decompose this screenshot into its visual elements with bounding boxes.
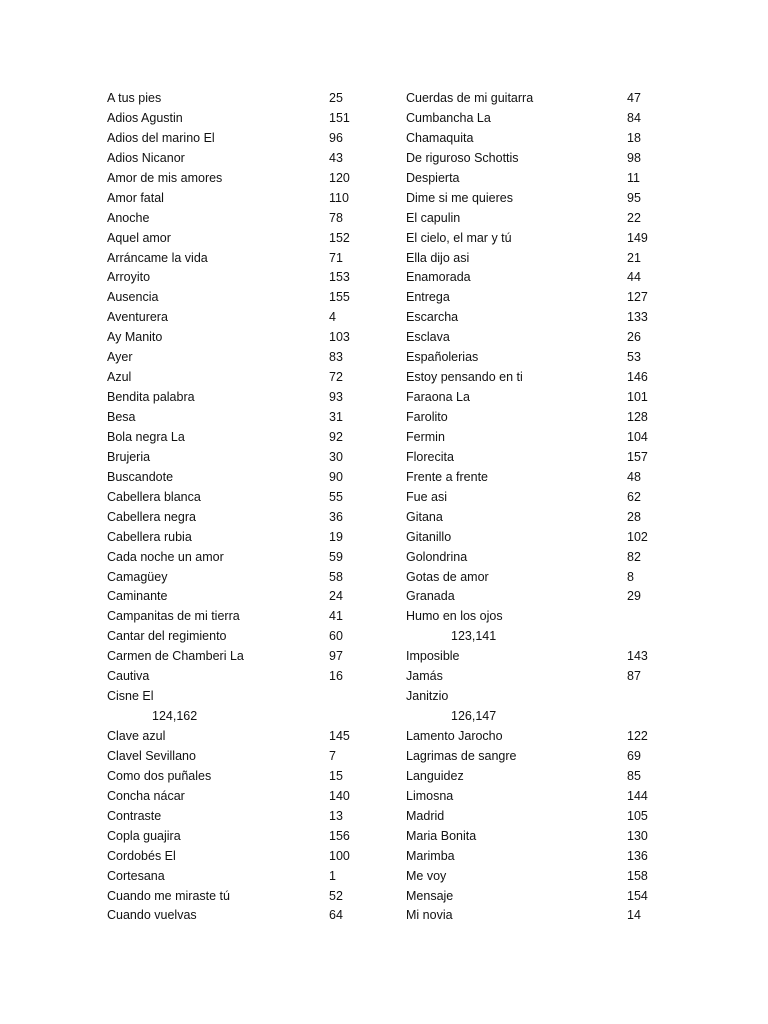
song-title: Brujeria (107, 449, 151, 464)
page-number: 136 (627, 848, 648, 863)
page-number: 64 (329, 908, 343, 923)
index-entry (107, 209, 387, 229)
page-number: 13 (329, 808, 343, 823)
index-entry (107, 348, 387, 368)
page-number: 151 (329, 110, 350, 125)
page-number: 25 (329, 91, 343, 105)
index-entry (107, 249, 387, 269)
page-number: 124,162 (152, 709, 198, 724)
page-number: 83 (329, 350, 343, 365)
page-number: 156 (329, 828, 350, 843)
page-number: 85 (627, 768, 641, 783)
index-column-right (406, 89, 686, 926)
index-entry (406, 428, 686, 448)
page-number: 92 (329, 429, 343, 444)
index-entry (107, 827, 387, 847)
page-number: 95 (627, 190, 641, 205)
page-number: 1 (329, 868, 336, 883)
song-title: Gitana (406, 509, 443, 524)
song-title: Como dos puñales (107, 768, 212, 783)
index-entry (107, 109, 387, 129)
index-entry (406, 687, 686, 707)
page-number: 22 (627, 210, 641, 225)
song-title: Concha nácar (107, 788, 185, 803)
index-entry (107, 229, 387, 249)
song-title: Lagrimas de sangre (406, 748, 517, 763)
index-entry (406, 109, 686, 129)
index-entry (406, 229, 686, 249)
page-number: 123,141 (451, 629, 497, 644)
song-title: A tus pies (107, 91, 162, 105)
song-title: Escarcha (406, 310, 459, 325)
index-entry (107, 189, 387, 209)
page-number: 15 (329, 768, 343, 783)
song-title: Cuando me miraste tú (107, 888, 230, 903)
index-entry (107, 368, 387, 388)
index-entry (406, 368, 686, 388)
song-title: Besa (107, 410, 136, 424)
page-number: 126,147 (451, 709, 497, 724)
page-number: 153 (329, 270, 350, 285)
index-entry (406, 707, 686, 727)
index-entry (107, 408, 387, 428)
index-entry (406, 528, 686, 548)
song-title: Fue asi (406, 489, 447, 504)
page-number: 48 (627, 469, 641, 484)
song-title: Anoche (107, 210, 150, 225)
song-title: Clavel Sevillano (107, 748, 196, 763)
page-number: 26 (627, 330, 641, 345)
song-title: Fermin (406, 429, 445, 444)
song-title: Cisne El (107, 689, 154, 704)
song-title: Amor fatal (107, 190, 164, 205)
song-title: Estoy pensando en ti (406, 370, 523, 385)
song-title: Jamás (406, 669, 443, 684)
page-number: 157 (627, 449, 648, 464)
page-number: 84 (627, 110, 641, 125)
page-number: 11 (627, 170, 640, 185)
page-number: 144 (627, 788, 648, 803)
page-number: 24 (329, 589, 343, 604)
index-entry (406, 647, 686, 667)
page-number: 110 (329, 190, 349, 205)
song-title: Cuando vuelvas (107, 908, 197, 923)
index-column-left (107, 89, 387, 926)
song-title: Clave azul (107, 729, 166, 743)
page-number: 58 (329, 569, 343, 584)
index-entry (107, 448, 387, 468)
song-title: Gotas de amor (406, 569, 489, 584)
index-entry (107, 528, 387, 548)
page-number: 30 (329, 449, 343, 464)
page-number: 14 (627, 908, 641, 923)
song-title: Mi novia (406, 908, 453, 923)
song-title: Golondrina (406, 549, 468, 564)
song-title: Esclava (406, 330, 450, 345)
index-entry (107, 727, 387, 747)
page-number: 102 (627, 529, 648, 544)
page-number: 93 (329, 390, 343, 405)
page-number: 43 (329, 150, 343, 165)
page-number: 60 (329, 629, 343, 644)
index-entry (107, 328, 387, 348)
song-title: Granada (406, 589, 455, 604)
index-entry (406, 169, 686, 189)
song-title: Buscandote (107, 469, 174, 484)
song-title: El cielo, el mar y tú (406, 230, 512, 245)
index-entry (107, 308, 387, 328)
page-number: 104 (627, 429, 648, 444)
page-number: 78 (329, 210, 343, 225)
page-number: 154 (627, 888, 648, 903)
song-title: Arroyito (107, 270, 151, 285)
page-number: 103 (329, 330, 350, 345)
index-entry (406, 807, 686, 827)
index-entry (107, 847, 387, 867)
song-title: Florecita (406, 449, 454, 464)
song-title: Ay Manito (107, 330, 163, 345)
index-entry (406, 747, 686, 767)
page-number: 7 (329, 748, 336, 763)
index-entry (406, 149, 686, 169)
page-number: 52 (329, 888, 343, 903)
song-title: Camagüey (107, 569, 168, 584)
index-entry (406, 89, 686, 109)
index-entry (107, 867, 387, 887)
song-title: Marimba (406, 848, 455, 863)
song-title: Cautiva (107, 669, 150, 684)
index-entry (406, 607, 686, 627)
index-entry (406, 627, 686, 647)
song-title: Adios del marino El (107, 130, 215, 145)
song-title: Gitanillo (406, 529, 452, 544)
page-number: 55 (329, 489, 343, 504)
song-title: Humo en los ojos (406, 609, 503, 624)
page-number: 143 (627, 649, 648, 664)
page-number: 18 (627, 130, 641, 145)
page-number: 41 (329, 609, 343, 624)
page-number: 133 (627, 310, 648, 325)
index-entry (107, 587, 387, 607)
page-number: 96 (329, 130, 343, 145)
index-entry (107, 428, 387, 448)
index-entry (406, 209, 686, 229)
index-entry (406, 348, 686, 368)
song-title: Amor de mis amores (107, 170, 223, 185)
index-entry (107, 807, 387, 827)
song-title: Faraona La (406, 390, 470, 405)
page-number: 53 (627, 350, 641, 365)
song-title: Frente a frente (406, 469, 488, 484)
page-number: 28 (627, 509, 641, 524)
song-title: Cantar del regimiento (107, 629, 227, 644)
page-number: 69 (627, 748, 641, 763)
song-title: Janitzio (406, 689, 449, 704)
page-number: 120 (329, 170, 350, 185)
song-title: De riguroso Schottis (406, 150, 519, 165)
index-entry (107, 568, 387, 588)
page-number: 122 (627, 729, 648, 743)
page-number: 44 (627, 270, 641, 285)
index-entry (107, 508, 387, 528)
page-number: 101 (627, 390, 648, 405)
index-entry (107, 129, 387, 149)
page-number: 146 (627, 370, 648, 385)
page-number: 16 (329, 669, 343, 684)
index-entry (406, 388, 686, 408)
song-title: Campanitas de mi tierra (107, 609, 240, 624)
song-title: Carmen de Chamberi La (107, 649, 244, 664)
index-entry (107, 548, 387, 568)
song-title: Cabellera negra (107, 509, 196, 524)
index-entry (107, 887, 387, 907)
song-title: El capulin (406, 210, 461, 225)
index-entry (406, 129, 686, 149)
index-entry (406, 667, 686, 687)
page-number: 145 (329, 729, 350, 743)
index-entry (107, 89, 387, 109)
index-entry (107, 787, 387, 807)
song-title: Cuerdas de mi guitarra (406, 91, 534, 105)
page-number: 155 (329, 290, 350, 305)
song-title: Me voy (406, 868, 447, 883)
page-number: 140 (329, 788, 350, 803)
page-number: 71 (329, 250, 343, 265)
page-number: 62 (627, 489, 641, 504)
index-entry (107, 169, 387, 189)
page-number: 97 (329, 649, 343, 664)
page-number: 59 (329, 549, 343, 564)
page-number: 90 (329, 469, 343, 484)
page-number: 21 (627, 250, 641, 265)
page-number: 36 (329, 509, 343, 524)
page-number: 130 (627, 828, 648, 843)
index-entry (107, 607, 387, 627)
song-title: Ayer (107, 350, 133, 365)
index-entry (406, 727, 686, 747)
song-title: Copla guajira (107, 828, 181, 843)
index-entry (107, 707, 387, 727)
index-entry (406, 787, 686, 807)
index-entry (107, 647, 387, 667)
song-title: Mensaje (406, 888, 454, 903)
song-title: Cumbancha La (406, 110, 491, 125)
index-entry (406, 488, 686, 508)
song-title: Adios Nicanor (107, 150, 185, 165)
page-number: 19 (329, 529, 343, 544)
index-entry (406, 308, 686, 328)
page-number: 127 (627, 290, 648, 305)
index-entry (107, 627, 387, 647)
index-entry (406, 767, 686, 787)
index-entry (406, 548, 686, 568)
song-title: Españolerias (406, 350, 479, 365)
index-entry (406, 408, 686, 428)
song-title: Bendita palabra (107, 390, 195, 405)
song-title: Contraste (107, 808, 162, 823)
page-number: 72 (329, 370, 343, 385)
song-title: Enamorada (406, 270, 471, 285)
index-entry (107, 488, 387, 508)
page-number: 8 (627, 569, 634, 584)
index-entry (406, 887, 686, 907)
page-number: 4 (329, 310, 336, 325)
page-number: 128 (627, 410, 648, 424)
page-number: 158 (627, 868, 648, 883)
index-entry (406, 268, 686, 288)
index-entry (107, 687, 387, 707)
index-entry (107, 388, 387, 408)
song-title: Caminante (107, 589, 168, 604)
song-title: Cabellera rubia (107, 529, 192, 544)
song-title: Limosna (406, 788, 454, 803)
index-entry (107, 288, 387, 308)
page-number: 149 (627, 230, 648, 245)
index-entry (406, 468, 686, 488)
song-title: Ella dijo asi (406, 250, 470, 265)
song-title: Farolito (406, 410, 448, 424)
index-entry (406, 867, 686, 887)
song-title: Bola negra La (107, 429, 185, 444)
song-title: Dime si me quieres (406, 190, 513, 205)
song-title: Chamaquita (406, 130, 474, 145)
page-number: 31 (329, 410, 343, 424)
song-title: Cada noche un amor (107, 549, 224, 564)
index-entry (406, 906, 686, 926)
index-entry (406, 827, 686, 847)
index-entry (107, 747, 387, 767)
page-number: 152 (329, 230, 350, 245)
song-title: Azul (107, 370, 132, 385)
page-number: 98 (627, 150, 641, 165)
index-entry (406, 448, 686, 468)
song-title: Madrid (406, 808, 445, 823)
song-title: Entrega (406, 290, 450, 305)
page-number: 87 (627, 669, 641, 684)
song-title: Ausencia (107, 290, 159, 305)
song-title: Cortesana (107, 868, 165, 883)
song-title: Despierta (406, 170, 460, 185)
song-title: Lamento Jarocho (406, 729, 503, 743)
index-entry (406, 328, 686, 348)
index-entry (107, 667, 387, 687)
index-entry (107, 906, 387, 926)
index-entry (406, 249, 686, 269)
song-title: Languidez (406, 768, 464, 783)
index-entry (406, 288, 686, 308)
index-entry (107, 468, 387, 488)
index-entry (406, 189, 686, 209)
song-title: Cordobés El (107, 848, 176, 863)
page-number: 47 (627, 91, 641, 105)
song-title: Aquel amor (107, 230, 171, 245)
index-entry (406, 508, 686, 528)
index-entry (107, 767, 387, 787)
song-title: Aventurera (107, 310, 168, 325)
page-number: 105 (627, 808, 648, 823)
page-number: 82 (627, 549, 641, 564)
song-title: Adios Agustin (107, 110, 183, 125)
index-entry (406, 568, 686, 588)
song-title: Arráncame la vida (107, 250, 208, 265)
index-entry (406, 847, 686, 867)
song-title: Maria Bonita (406, 828, 477, 843)
page-number: 29 (627, 589, 641, 604)
page-number: 100 (329, 848, 350, 863)
song-title: Cabellera blanca (107, 489, 201, 504)
index-entry (406, 587, 686, 607)
song-title: Imposible (406, 649, 460, 664)
index-entry (107, 149, 387, 169)
index-entry (107, 268, 387, 288)
